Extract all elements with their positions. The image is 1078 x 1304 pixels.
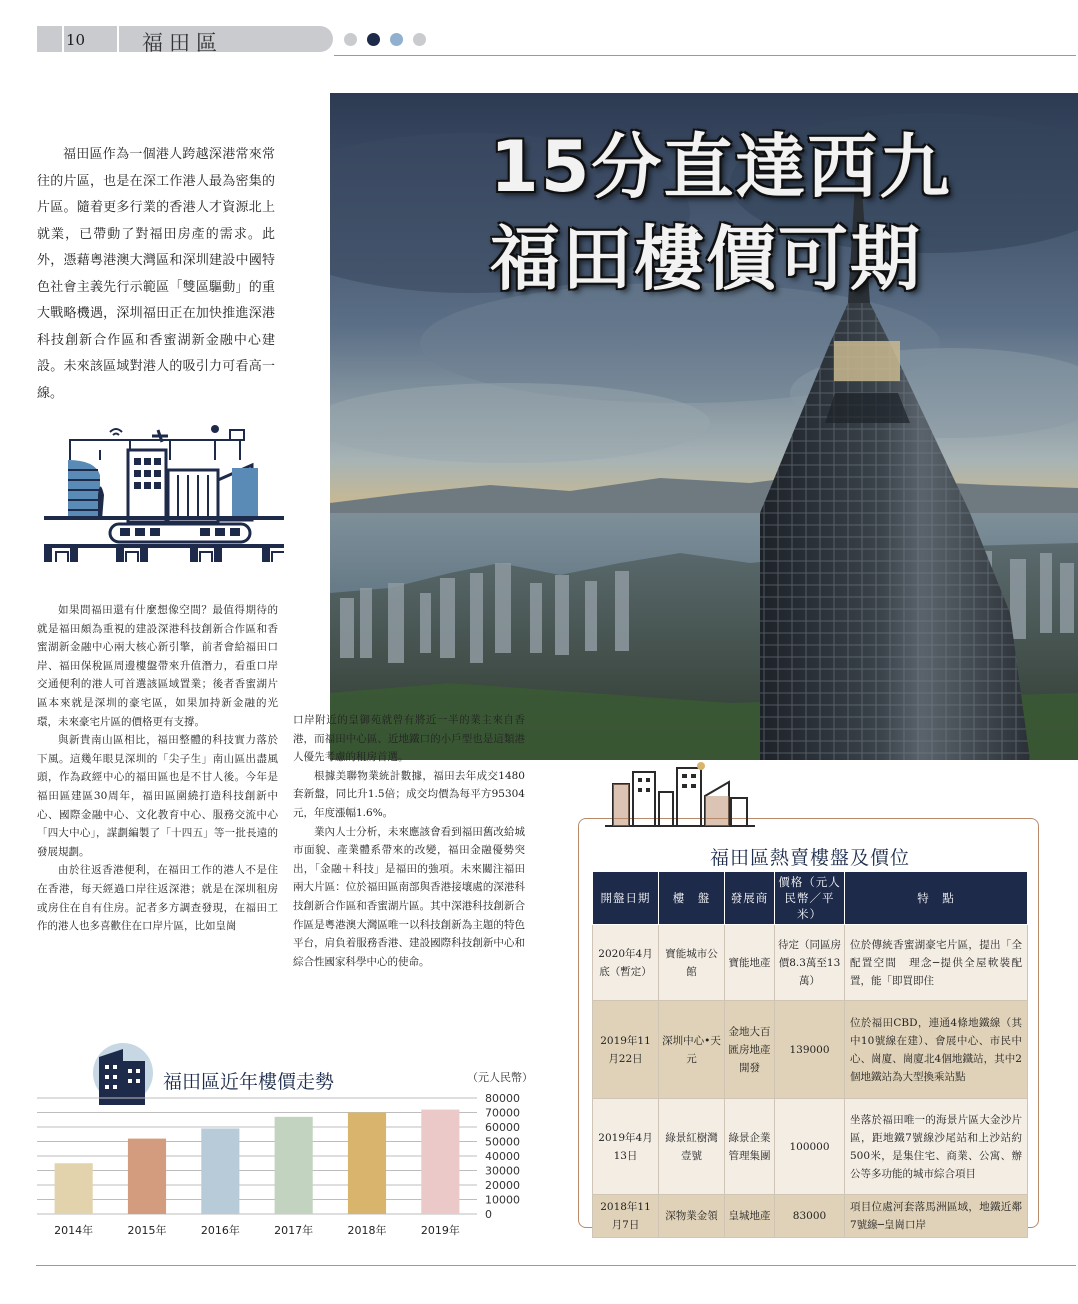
y-tick-label: 60000 bbox=[485, 1121, 520, 1134]
x-tick-label: 2018年 bbox=[347, 1224, 387, 1237]
body-paragraph: 由於往返香港便利，在福田工作的港人不是住在香港，每天經過口岸往返深港；就是在深圳租房或房住在自有住房。記者多方調查發現，在福田工作的港人也多喜歡住在口岸片區，比如皇崗 bbox=[37, 864, 278, 933]
property-name-cell: 寶能城市公館 bbox=[659, 925, 725, 1001]
header-dot bbox=[390, 33, 403, 46]
developer-cell: 皇城地產 bbox=[725, 1195, 775, 1238]
table-buildings-icon bbox=[605, 762, 755, 830]
header-dot bbox=[344, 33, 357, 46]
body-paragraph: 如果問福田還有什麼想像空間？最值得期待的就是福田頗為重視的建設深港科技創新合作區和香蜜湖新金融中心兩大核心新引擎，前者會給福田口岸、福田保稅區周邊樓盤帶來升值潛力，看重口岸交通便利的港人可首選該區域置業；後者香蜜湖片區本來就是深圳的豪宅區，如果加持新金融的光環，未來豪宅片區的價格更有支撐。 bbox=[37, 604, 278, 728]
column-header: 樓 盤 bbox=[659, 872, 725, 925]
bar bbox=[128, 1139, 166, 1214]
x-tick-label: 2016年 bbox=[200, 1224, 240, 1237]
body-paragraph: 根據美聯物業統計數據，福田去年成交1480套新盤，同比升1.5倍；成交均價為每平方95304元，年度漲幅1.6%。 bbox=[293, 769, 525, 819]
chart-title: 福田區近年樓價走勢 bbox=[163, 1071, 335, 1093]
open-date-cell: 2018年11月7日 bbox=[593, 1195, 659, 1238]
headline-line1: 15分直達西九 bbox=[490, 126, 952, 208]
property-name-cell: 深圳中心•天元 bbox=[659, 1001, 725, 1099]
column-header: 發展商 bbox=[725, 872, 775, 925]
table-row bbox=[593, 1099, 1028, 1195]
column-header: 開盤日期 bbox=[593, 872, 659, 925]
price-cell: 待定（同區房價8.3萬至13萬） bbox=[775, 925, 845, 1001]
developer-cell: 綠景企業管理集團 bbox=[725, 1099, 775, 1195]
headline-line2: 福田樓價可期 bbox=[490, 218, 922, 300]
table-row bbox=[593, 1195, 1028, 1238]
open-date-cell: 2020年4月底（暫定） bbox=[593, 925, 659, 1001]
body-paragraph: 業內人士分析，未來應該會看到福田舊改給城市面貌、產業體系帶來的改變，福田金融優勢突出，「金融＋科技」是福田的強項。未來關注福田兩大片區：位於福田區南部與香港接壤處的深港科技創新合作區和香蜜湖片區。其中深港科技創新合作區是粵港澳大灣區唯一以科技創新為主題的特色平台，肩負着服務香港、建設國際科技創新中心和綜合性國家科學中心的使命。 bbox=[293, 825, 525, 968]
table-row bbox=[593, 925, 1028, 1001]
y-tick-label: 70000 bbox=[485, 1106, 520, 1120]
page-number: 10 bbox=[66, 31, 86, 49]
bar bbox=[55, 1163, 93, 1214]
open-date-cell: 2019年4月13日 bbox=[593, 1099, 659, 1195]
section-title: 福田區 bbox=[142, 31, 223, 55]
price-trend-chart bbox=[37, 1088, 542, 1240]
header-dot bbox=[367, 33, 380, 46]
property-name-cell: 綠景紅樹灣壹號 bbox=[659, 1099, 725, 1195]
developer-cell: 金地大百匯房地產開發 bbox=[725, 1001, 775, 1099]
header-divider bbox=[62, 26, 64, 52]
table-header-row bbox=[593, 872, 1028, 925]
header-rule bbox=[334, 55, 1076, 56]
intro-text: 福田區作為一個港人跨越深港常來常往的片區，也是在深工作港人最為密集的片區。隨着更多行業的香港人才資源北上就業，已帶動了對福田房產的需求。此外，憑藉粵港澳大灣區和深圳建設中國特色社會主義先行示範區「雙區驅動」的重大戰略機遇，深圳福田正在加快推進深港科技創新合作區和香蜜湖新金融中心建設。未來該區域對港人的吸引力可看高一線。 bbox=[37, 147, 275, 401]
y-tick-label: 10000 bbox=[485, 1193, 520, 1207]
body-paragraph: 與新貴南山區相比，福田整體的科技實力落於下風。這幾年眼見深圳的「尖子生」南山區出盡風頭，作為政經中心的福田區也是不甘人後。今年是福田區建區30周年，福田區圍繞打造科技創新中心、國際金融中心、文化教育中心、服務交流中心「四大中心」，謀劃編製了「十四五」等一批長遠的發展規劃。 bbox=[37, 734, 278, 858]
feature-cell: 項目位處河套落馬洲區域，地鐵近鄰7號線─皇崗口岸 bbox=[845, 1195, 1028, 1238]
body-column-1 bbox=[37, 601, 278, 936]
x-tick-label: 2014年 bbox=[54, 1224, 94, 1237]
open-date-cell: 2019年11月22日 bbox=[593, 1001, 659, 1099]
column-header: 特 點 bbox=[845, 872, 1028, 925]
hero-photo bbox=[330, 93, 1078, 760]
feature-cell: 位於福田CBD，連通4條地鐵線（其中10號線在建）、會展中心、市民中心、崗廈、崗廈北4個地鐵站，其中2個地鐵站為大型換乘站點 bbox=[845, 1001, 1028, 1099]
city-illustration bbox=[40, 420, 286, 570]
price-cell: 139000 bbox=[775, 1001, 845, 1099]
bar bbox=[421, 1110, 459, 1214]
table-title: 福田區熱賣樓盤及價位 bbox=[709, 847, 910, 869]
developer-cell: 寶能地產 bbox=[725, 925, 775, 1001]
footer-rule bbox=[36, 1265, 1076, 1266]
y-tick-label: 0 bbox=[485, 1208, 492, 1221]
y-tick-label: 30000 bbox=[485, 1164, 520, 1178]
x-tick-label: 2015年 bbox=[127, 1224, 167, 1237]
property-name-cell: 深物業金領 bbox=[659, 1195, 725, 1238]
intro-paragraph bbox=[37, 142, 275, 407]
price-cell: 100000 bbox=[775, 1099, 845, 1195]
bar bbox=[275, 1117, 313, 1214]
property-table bbox=[592, 871, 1028, 1238]
header-divider bbox=[117, 26, 119, 52]
body-paragraph: 口岸附近的皇御苑就曾有將近一半的業主來自香港，而福田中心區、近地鐵口的小戶型也是這類港人優先考慮的租房首選。 bbox=[293, 714, 525, 764]
body-column-2 bbox=[293, 711, 525, 971]
y-tick-label: 80000 bbox=[485, 1092, 520, 1105]
y-tick-label: 50000 bbox=[485, 1135, 520, 1149]
header-dot bbox=[413, 33, 426, 46]
bar bbox=[201, 1128, 239, 1214]
x-tick-label: 2019年 bbox=[420, 1224, 460, 1237]
column-header: 價格（元人民幣／平米） bbox=[775, 872, 845, 925]
y-tick-label: 20000 bbox=[485, 1179, 520, 1192]
chart-unit-label: （元人民幣） bbox=[467, 1071, 533, 1084]
feature-cell: 位於傳統香蜜湖豪宅片區，提出「全配置空間 理念─提供全屋軟裝配置，能「即買即住 bbox=[845, 925, 1028, 1001]
table-row bbox=[593, 1001, 1028, 1099]
y-tick-label: 40000 bbox=[485, 1150, 520, 1163]
price-cell: 83000 bbox=[775, 1195, 845, 1238]
feature-cell: 坐落於福田唯一的海景片區大金沙片區，距地鐵7號線沙尾站和上沙站約500米，是集住宅、商業、公寓、辦公等多功能的城市綜合項目 bbox=[845, 1099, 1028, 1195]
bar bbox=[348, 1113, 386, 1215]
x-tick-label: 2017年 bbox=[274, 1224, 314, 1237]
